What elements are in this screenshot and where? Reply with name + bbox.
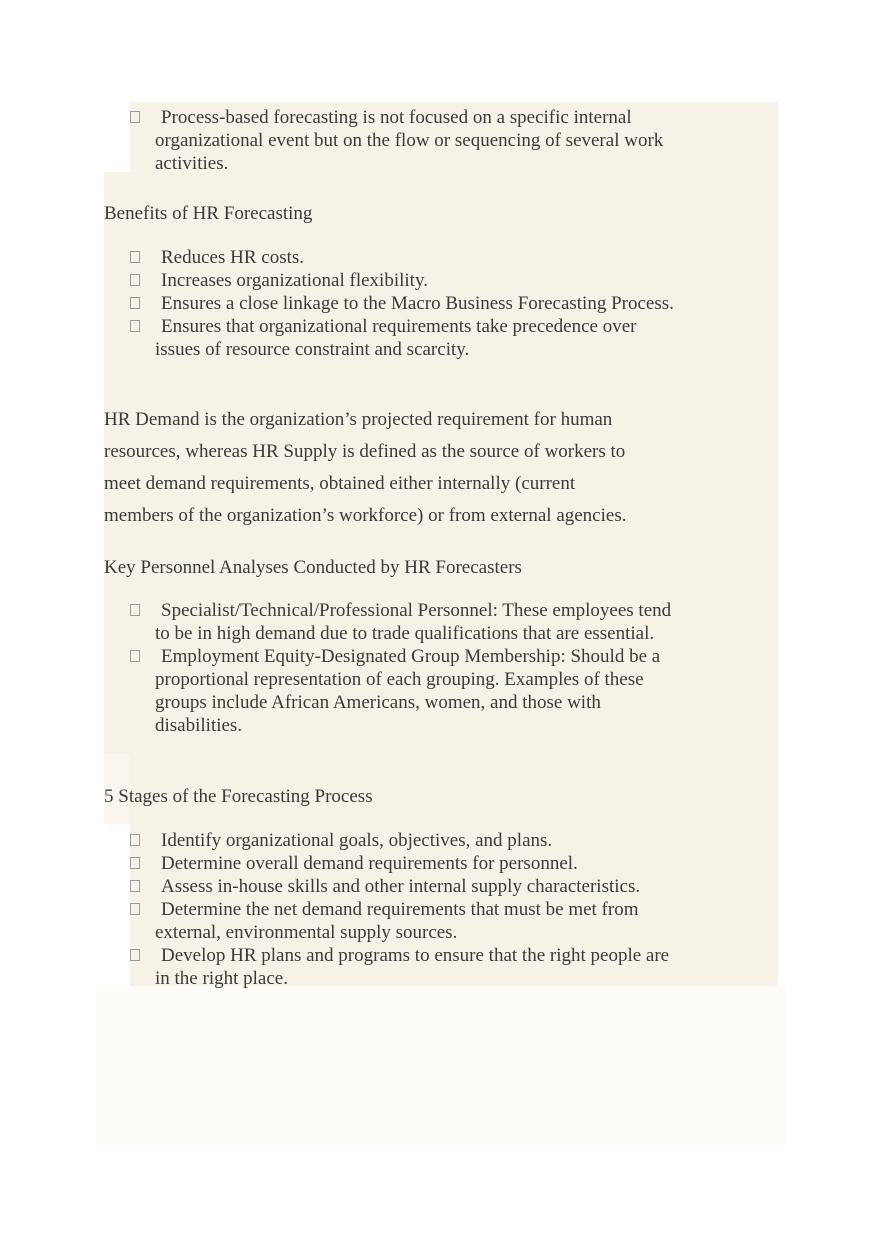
list-item: Ensures that organizational requirements take precedence over issues of resource constraint and scarcity. — [104, 315, 684, 361]
square-bullet-icon — [130, 880, 140, 892]
square-bullet-icon — [130, 604, 140, 616]
square-bullet-icon — [130, 949, 140, 961]
list-item: Employment Equity-Designated Group Membership: Should be a proportional representation of each grouping. Examples of these groups include African Americans, women, and those with disabilities. — [104, 645, 684, 737]
background-band — [96, 986, 786, 1146]
square-bullet-icon — [130, 903, 140, 915]
square-bullet-icon — [130, 297, 140, 309]
square-bullet-icon — [130, 857, 140, 869]
square-bullet-icon — [130, 111, 140, 123]
list-item: Increases organizational flexibility. — [104, 269, 684, 292]
intro-bullet-list — [104, 106, 684, 175]
list-item: Develop HR plans and programs to ensure that the right people are in the right place. — [104, 944, 684, 990]
list-item: Assess in-house skills and other internal supply characteristics. — [104, 875, 684, 898]
list-item: Process-based forecasting is not focused on a specific internal organizational event but on the flow or sequencing of several work activities. — [104, 106, 684, 175]
square-bullet-icon — [130, 834, 140, 846]
stages-heading: 5 Stages of the Forecasting Process — [104, 786, 373, 807]
hr-demand-paragraph: HR Demand is the organization’s projected requirement for human resources, whereas HR Supply is defined as the source of workers to meet demand requirements, obtained either internally (current members of the organization’s workforce) or from external agencies. — [104, 409, 627, 526]
key-analyses-heading: Key Personnel Analyses Conducted by HR Forecasters — [104, 557, 522, 578]
benefits-heading: Benefits of HR Forecasting — [104, 203, 313, 224]
square-bullet-icon — [130, 320, 140, 332]
square-bullet-icon — [130, 274, 140, 286]
square-bullet-icon — [130, 251, 140, 263]
list-item: Identify organizational goals, objectives, and plans. — [104, 829, 684, 852]
square-bullet-icon — [130, 650, 140, 662]
list-item: Ensures a close linkage to the Macro Business Forecasting Process. — [104, 292, 684, 315]
list-item: Determine the net demand requirements that must be met from external, environmental supply sources. — [104, 898, 684, 944]
key-analyses-list — [104, 599, 684, 737]
list-item: Reduces HR costs. — [104, 246, 684, 269]
stages-list — [104, 829, 684, 990]
list-item: Specialist/Technical/Professional Personnel: These employees tend to be in high demand due to trade qualifications that are essential. — [104, 599, 684, 645]
list-item: Determine overall demand requirements for personnel. — [104, 852, 684, 875]
benefits-list — [104, 246, 684, 361]
